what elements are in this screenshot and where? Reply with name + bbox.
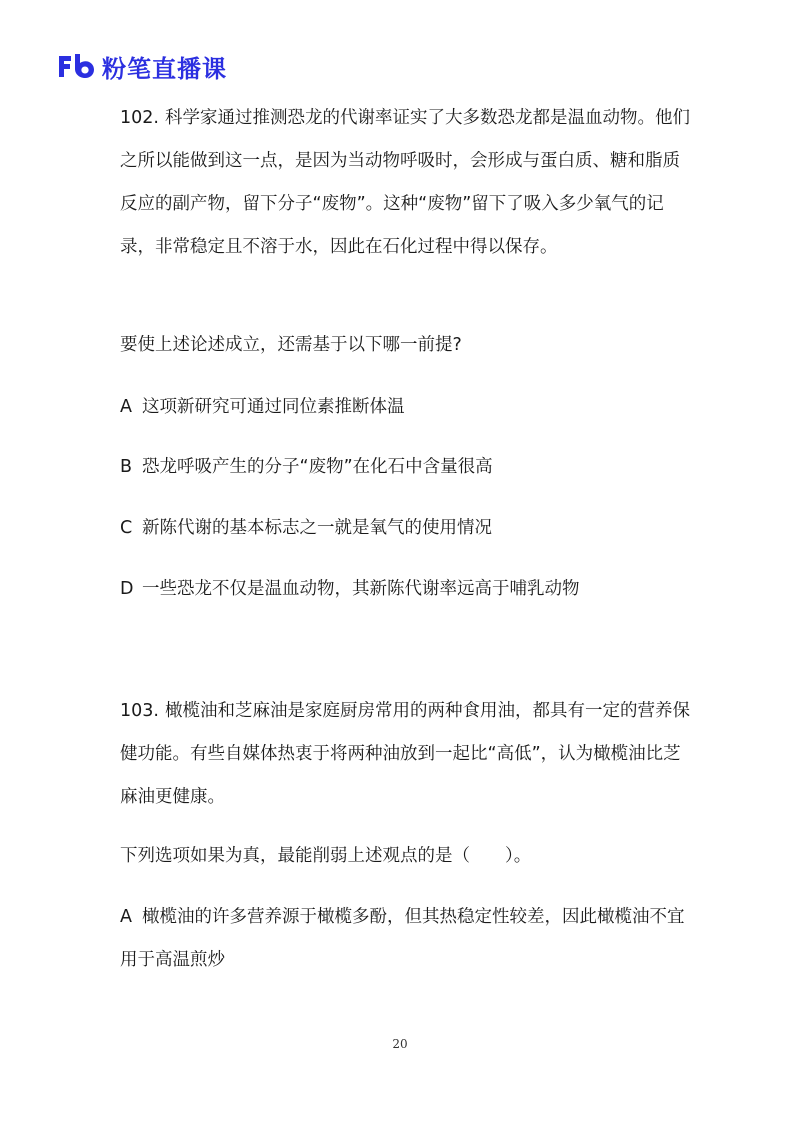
question-text: 橄榄油和芝麻油是家庭厨房常用的两种食用油，都具有一定的营养保健功能。有些自媒体热衷于将两种油放到一起比“高低”，认为橄榄油比芝麻油更健康。	[120, 701, 690, 807]
option-b	[120, 446, 690, 489]
question-number: 103.	[120, 701, 159, 721]
option-text: 新陈代谢的基本标志之一就是氧气的使用情况	[142, 518, 492, 538]
question-number: 102.	[120, 108, 159, 128]
option-text: 橄榄油的许多营养源于橄榄多酚，但其热稳定性较差，因此橄榄油不宜用于高温煎炒	[120, 907, 685, 970]
question-102-prompt: 要使上述论述成立，还需基于以下哪一前提?	[120, 335, 462, 355]
option-d	[120, 568, 690, 611]
question-103-prompt: 下列选项如果为真，最能削弱上述观点的是（ ）。	[120, 846, 532, 866]
option-letter: D	[120, 579, 134, 599]
option-text: 这项新研究可通过同位素推断体温	[142, 397, 405, 417]
option-letter: A	[120, 397, 132, 417]
option-a	[120, 386, 690, 429]
question-text: 科学家通过推测恐龙的代谢率证实了大多数恐龙都是温血动物。他们之所以能做到这一点，是因为当动物呼吸时，会形成与蛋白质、糖和脂质反应的副产物，留下分子“废物”。这种“废物”留下了吸入多少氧气的记录，非常稳定且不溶于水，因此在石化过程中得以保存。	[120, 108, 690, 257]
option-a	[120, 896, 690, 982]
option-c	[120, 507, 690, 550]
brand-name: 粉笔直播课	[102, 54, 227, 83]
page-number: 20	[392, 1037, 408, 1051]
option-letter: C	[120, 518, 133, 538]
option-text: 一些恐龙不仅是温血动物，其新陈代谢率远高于哺乳动物	[142, 579, 580, 599]
brand-logo	[56, 50, 227, 82]
fb-logo-icon	[56, 52, 96, 80]
question-102-stem	[120, 97, 690, 269]
option-letter: A	[120, 907, 132, 927]
option-letter: B	[120, 457, 133, 477]
question-103-stem	[120, 690, 690, 819]
option-text: 恐龙呼吸产生的分子“废物”在化石中含量很高	[142, 457, 493, 477]
